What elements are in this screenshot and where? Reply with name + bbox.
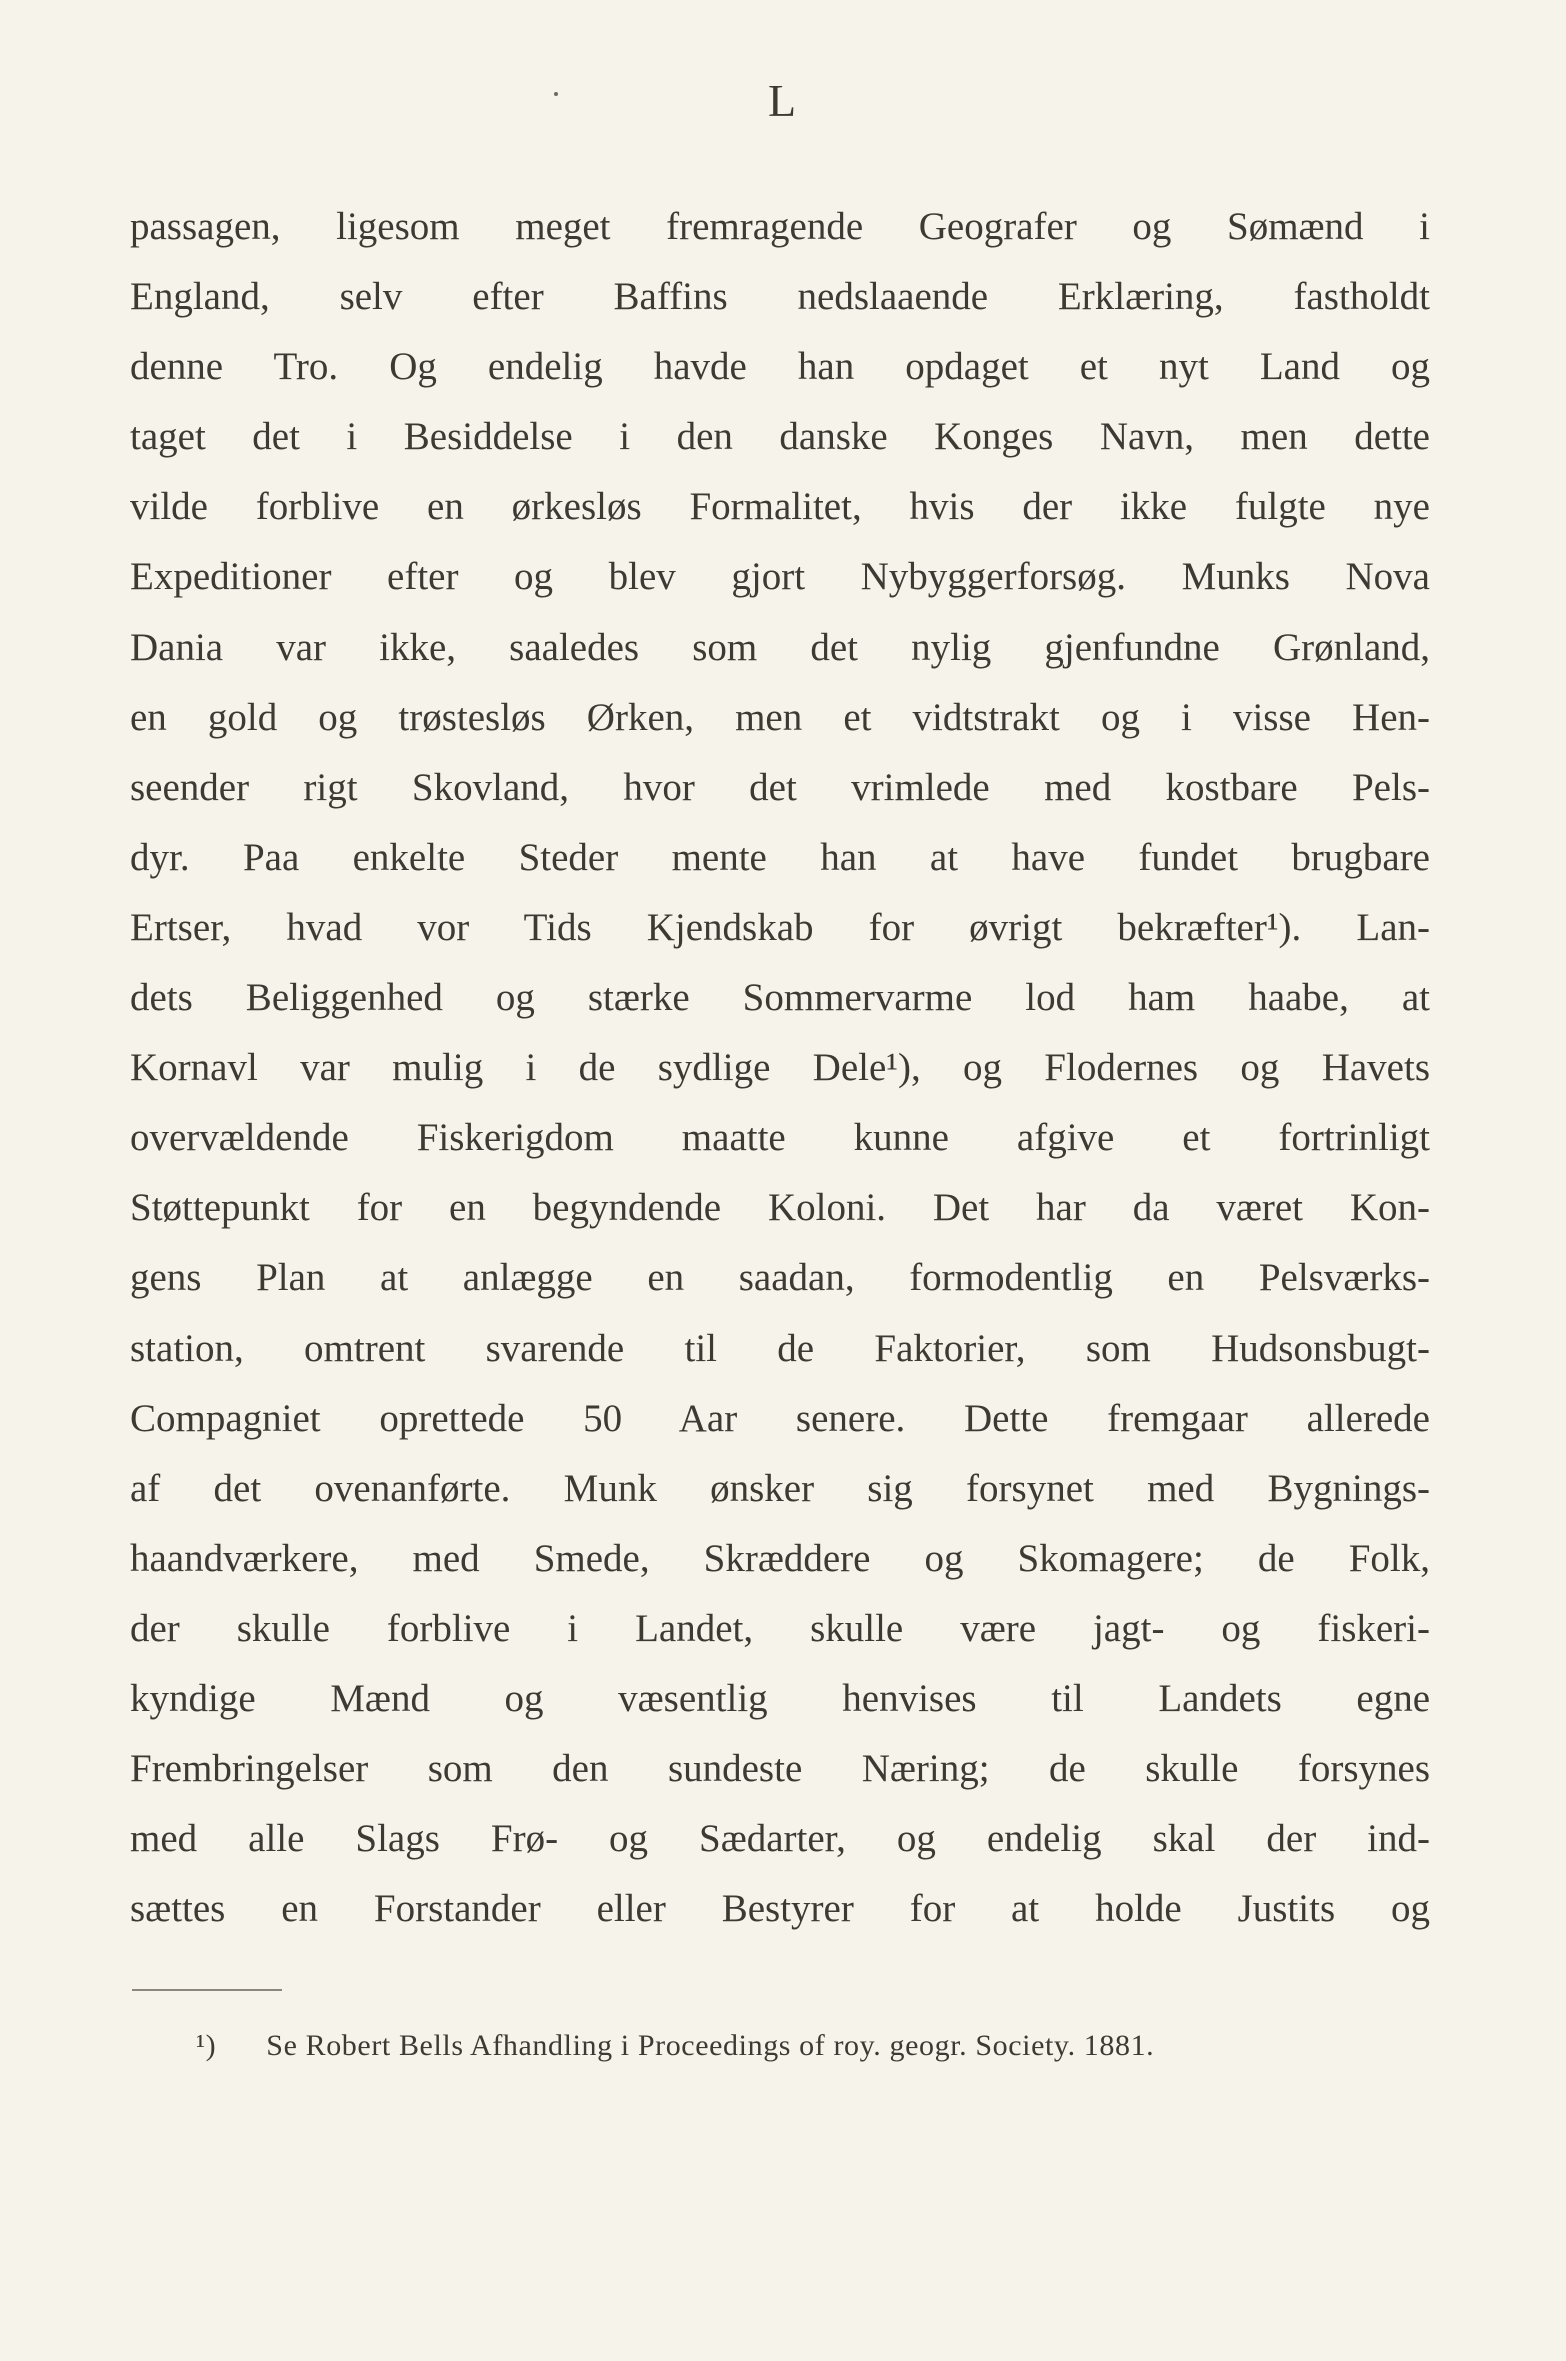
body-line: Frembringelser som den sundeste Næring; de skulle forsynes (130, 1747, 1430, 1791)
body-line: Kornavl var mulig i de sydlige Dele¹), og Flodernes og Havets (130, 1046, 1430, 1090)
body-line: gens Plan at anlægge en saadan, formodentlig en Pelsværks- (130, 1256, 1430, 1300)
footnote-mark: ¹) (196, 2029, 217, 2062)
body-line: denne Tro. Og endelig havde han opdaget et nyt Land og (130, 345, 1430, 389)
body-line: med alle Slags Frø- og Sædarter, og endelig skal der ind- (130, 1817, 1430, 1861)
page-number: L (767, 75, 799, 126)
body-line: kyndige Mænd og væsentlig henvises til Landets egne (130, 1676, 1430, 1720)
body-line: vilde forblive en ørkesløs Formalitet, hvis der ikke fulgte nye (130, 485, 1430, 529)
body-line: Expeditioner efter og blev gjort Nybyggerforsøg. Munks Nova (130, 555, 1430, 599)
body-line: taget det i Besiddelse i den danske Konges Navn, men dette (130, 415, 1430, 459)
body-line: England, selv efter Baffins nedslaaende Erklæring, fastholdt (130, 275, 1430, 319)
body-line: overvældende Fiskerigdom maatte kunne afgive et fortrinligt (130, 1116, 1430, 1160)
body-line: sættes en Forstander eller Bestyrer for at holde Justits og (130, 1887, 1430, 1931)
footnote-text: Se Robert Bells Afhandling i Proceedings of roy. geogr. Society. 1881. (266, 2029, 1155, 2062)
body-line: en gold og trøstesløs Ørken, men et vidtstrakt og i visse Hen- (130, 695, 1430, 739)
print-speck (554, 92, 558, 96)
body-line: seender rigt Skovland, hvor det vrimlede med kostbare Pels- (130, 765, 1430, 809)
body-line: haandværkere, med Smede, Skræddere og Skomagere; de Folk, (130, 1536, 1430, 1580)
body-line: dyr. Paa enkelte Steder mente han at have fundet brugbare (130, 835, 1430, 879)
body-line: station, omtrent svarende til de Faktorier, som Hudsonsbugt- (130, 1326, 1430, 1370)
body-line: Dania var ikke, saaledes som det nylig gjenfundne Grønland, (130, 625, 1430, 669)
body-line: passagen, ligesom meget fremragende Geografer og Sømænd i (130, 205, 1430, 248)
body-text (130, 192, 1430, 1944)
body-line: dets Beliggenhed og stærke Sommervarme lod ham haabe, at (130, 976, 1430, 1020)
body-line: Ertser, hvad vor Tids Kjendskab for øvrigt bekræfter¹). Lan- (130, 905, 1430, 949)
footnote-rule (132, 1989, 282, 1991)
body-line: Compagniet oprettede 50 Aar senere. Dette fremgaar allerede (130, 1396, 1430, 1440)
footnote (196, 2024, 1396, 2068)
body-line: af det ovenanførte. Munk ønsker sig forsynet med Bygnings- (130, 1466, 1430, 1510)
body-line: der skulle forblive i Landet, skulle være jagt- og fiskeri- (130, 1606, 1430, 1650)
body-line: Støttepunkt for en begyndende Koloni. Det har da været Kon- (130, 1186, 1430, 1230)
